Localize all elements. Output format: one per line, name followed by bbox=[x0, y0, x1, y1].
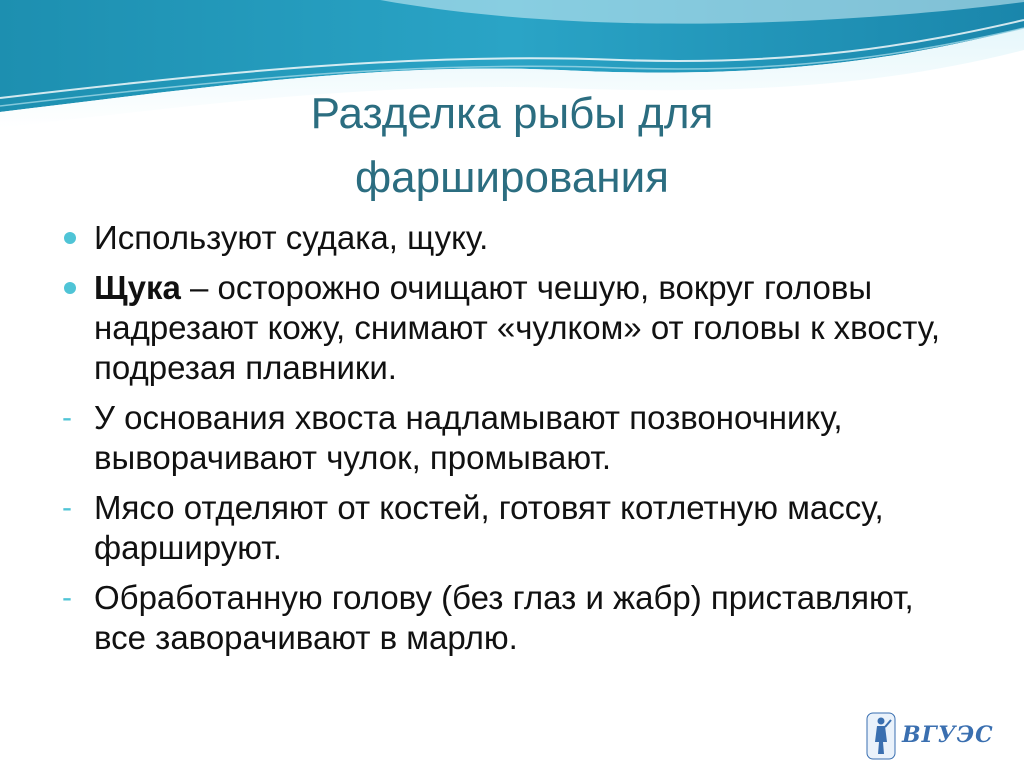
list-item bbox=[62, 398, 962, 478]
bullet-dash-icon: - bbox=[62, 491, 72, 524]
university-logo bbox=[866, 712, 996, 760]
list-item-text: У основания хвоста надламывают позвоночнику, выворачивают чулок, промывают. bbox=[94, 399, 843, 476]
logo-text: ВГУЭС bbox=[902, 722, 994, 748]
list-item bbox=[62, 578, 962, 658]
bullet-dot-icon bbox=[64, 282, 76, 294]
bullet-dash-icon: - bbox=[62, 401, 72, 434]
slide-title bbox=[0, 82, 1024, 210]
list-item-text: Используют судака, щуку. bbox=[94, 219, 489, 256]
list-item-text: – осторожно очищают чешую, вокруг головы надрезают кожу, снимают «чулком» от головы к хвосту, подрезая плавники. bbox=[94, 269, 941, 386]
bullet-dot-icon bbox=[64, 232, 76, 244]
list-item bbox=[62, 488, 962, 568]
list-item-text: Обработанную голову (без глаз и жабр) приставляют, все заворачивают в марлю. bbox=[94, 579, 914, 656]
statue-logo-icon bbox=[866, 712, 896, 760]
list-item bbox=[62, 268, 962, 388]
title-line-2: фарширования bbox=[354, 153, 669, 202]
list-item-bold-term: Щука bbox=[94, 269, 181, 306]
title-line-1: Разделка рыбы для bbox=[310, 89, 714, 138]
list-item bbox=[62, 218, 962, 258]
list-item-text: Мясо отделяют от костей, готовят котлетную массу, фаршируют. bbox=[94, 489, 884, 566]
bullet-dash-icon: - bbox=[62, 581, 72, 614]
bullet-list bbox=[62, 218, 962, 668]
